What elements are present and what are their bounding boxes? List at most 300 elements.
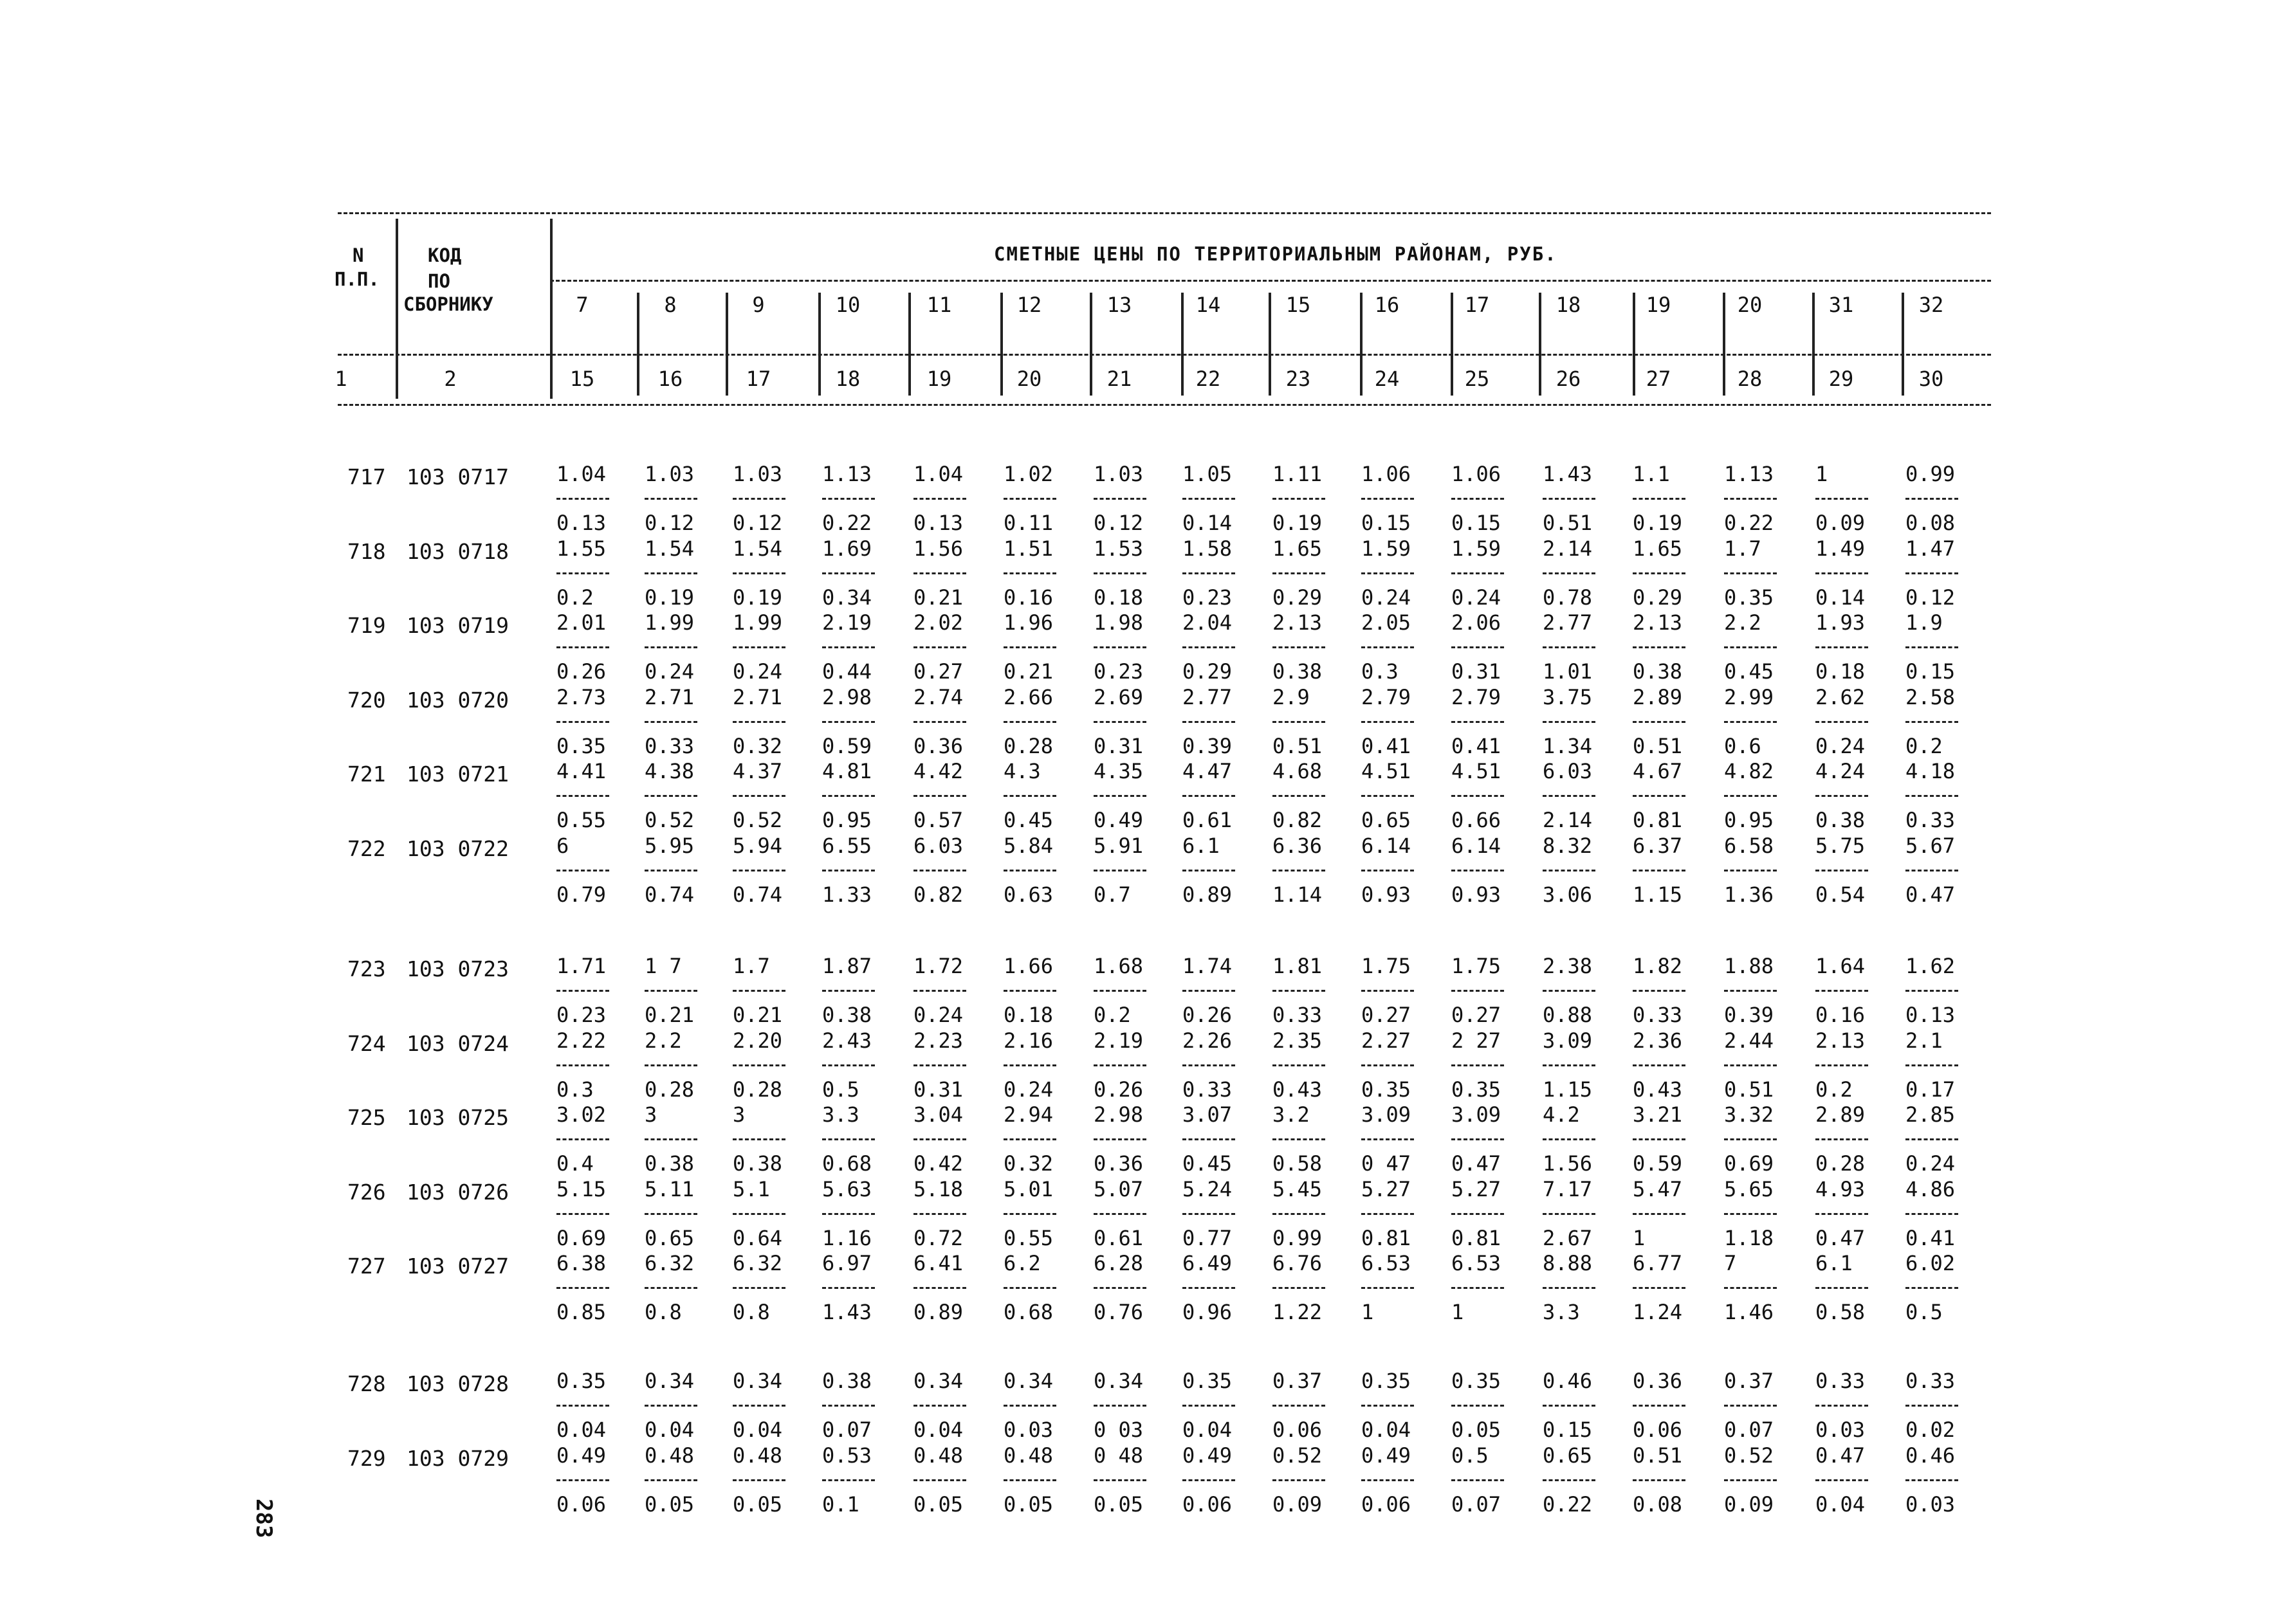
price-cell: 0.34 bbox=[1004, 1369, 1054, 1393]
fraction-bar bbox=[1905, 1405, 1958, 1407]
district-number: 8 bbox=[664, 293, 677, 317]
price-cell: 6.2 bbox=[1004, 1251, 1041, 1275]
row-code: 103 0717 bbox=[407, 464, 509, 489]
fraction-bar bbox=[1004, 990, 1056, 992]
price-cell: 0.34 bbox=[822, 585, 872, 610]
fraction-bar bbox=[1724, 795, 1777, 797]
fraction-bar bbox=[1272, 1138, 1325, 1140]
fraction-bar bbox=[1815, 721, 1868, 723]
price-cell: 5.84 bbox=[1004, 833, 1054, 858]
fraction-bar bbox=[733, 1064, 785, 1066]
row-number: 725 bbox=[347, 1105, 386, 1130]
price-cell: 4.42 bbox=[913, 759, 964, 783]
fraction-bar bbox=[556, 1287, 609, 1289]
row-code: 103 0720 bbox=[407, 687, 509, 713]
fraction-bar bbox=[1815, 646, 1868, 648]
col-code-label-2: ПО bbox=[428, 270, 450, 292]
price-cell: 0.5 bbox=[1905, 1300, 1943, 1324]
price-cell: 0.99 bbox=[1905, 462, 1956, 486]
price-cell: 3 bbox=[645, 1102, 657, 1127]
price-cell: 2.79 bbox=[1451, 684, 1501, 709]
fraction-bar bbox=[1905, 572, 1958, 574]
price-cell: 1.04 bbox=[556, 462, 607, 486]
row-code: 103 0718 bbox=[407, 538, 509, 564]
fraction-bar bbox=[645, 870, 697, 871]
price-cell: 1.43 bbox=[822, 1300, 872, 1324]
price-cell: 6.03 bbox=[913, 833, 964, 858]
district-number: 12 bbox=[1016, 293, 1042, 317]
price-cell: 0.38 bbox=[1633, 659, 1683, 684]
fraction-bar bbox=[1272, 1405, 1325, 1407]
fraction-bar bbox=[1094, 646, 1146, 648]
price-cell: 0.74 bbox=[733, 882, 783, 907]
fraction-bar bbox=[1182, 795, 1235, 797]
fraction-bar bbox=[913, 1287, 966, 1289]
price-cell: 0.41 bbox=[1905, 1225, 1956, 1250]
fraction-bar bbox=[1905, 1213, 1958, 1215]
price-cell: 0.24 bbox=[1361, 585, 1411, 610]
fraction-bar bbox=[1182, 1287, 1235, 1289]
price-cell: 0.31 bbox=[913, 1077, 964, 1102]
price-cell: 5.11 bbox=[645, 1176, 695, 1201]
fraction-bar bbox=[1094, 1287, 1146, 1289]
price-cell: 0.34 bbox=[913, 1369, 964, 1393]
price-cell: 1.75 bbox=[1451, 954, 1501, 978]
price-cell: 0.82 bbox=[1272, 808, 1323, 832]
price-cell: 0.61 bbox=[1094, 1225, 1144, 1250]
fraction-bar bbox=[1905, 1138, 1958, 1140]
fraction-bar bbox=[1633, 1479, 1685, 1481]
row-code: 103 0725 bbox=[407, 1105, 509, 1130]
price-cell: 0.74 bbox=[645, 882, 695, 907]
price-cell: 0.95 bbox=[1724, 808, 1774, 832]
row-code: 103 0723 bbox=[407, 956, 509, 981]
price-cell: 1.75 bbox=[1361, 954, 1411, 978]
column-index: 28 bbox=[1737, 367, 1763, 391]
price-cell: 3.2 bbox=[1272, 1102, 1310, 1127]
price-cell: 1.1 bbox=[1633, 462, 1670, 486]
price-cell: 0.99 bbox=[1272, 1225, 1323, 1250]
fraction-bar bbox=[733, 646, 785, 648]
fraction-bar bbox=[822, 498, 875, 500]
row-number: 720 bbox=[347, 687, 386, 713]
price-cell: 0.38 bbox=[822, 1369, 872, 1393]
price-cell: 0.49 bbox=[1182, 1443, 1233, 1468]
price-cell: 2.98 bbox=[1094, 1102, 1144, 1127]
price-cell: 2.89 bbox=[1815, 1102, 1866, 1127]
price-cell: 0.85 bbox=[556, 1300, 607, 1324]
price-cell: 0.47 bbox=[1905, 882, 1956, 907]
price-cell: 1.99 bbox=[733, 610, 783, 635]
price-cell: 2.02 bbox=[913, 610, 964, 635]
fraction-bar bbox=[1182, 990, 1235, 992]
price-cell: 6.38 bbox=[556, 1251, 607, 1275]
row-number: 729 bbox=[347, 1445, 386, 1471]
price-cell: 1.02 bbox=[1004, 462, 1054, 486]
price-cell: 0.34 bbox=[645, 1369, 695, 1393]
fraction-bar bbox=[1633, 1064, 1685, 1066]
price-cell: 2.9 bbox=[1272, 684, 1310, 709]
price-cell: 0.38 bbox=[1272, 659, 1323, 684]
fraction-bar bbox=[1724, 1479, 1777, 1481]
fraction-bar bbox=[1451, 721, 1504, 723]
district-number: 32 bbox=[1918, 293, 1944, 317]
price-cell: 1.65 bbox=[1272, 536, 1323, 561]
price-cell: 1.56 bbox=[913, 536, 964, 561]
fraction-bar bbox=[556, 1213, 609, 1215]
price-cell: 3.07 bbox=[1182, 1102, 1233, 1127]
fraction-bar bbox=[1094, 990, 1146, 992]
fraction-bar bbox=[733, 795, 785, 797]
price-cell: 2.2 bbox=[1724, 610, 1761, 635]
price-cell: 0.49 bbox=[556, 1443, 607, 1468]
price-cell: 0.46 bbox=[1543, 1369, 1593, 1393]
price-cell: 0.16 bbox=[1004, 585, 1054, 610]
fraction-bar bbox=[1905, 1479, 1958, 1481]
price-cell: 3.04 bbox=[913, 1102, 964, 1127]
price-cell: 0.05 bbox=[1094, 1492, 1144, 1517]
fraction-bar bbox=[1272, 990, 1325, 992]
fraction-bar bbox=[1815, 870, 1868, 871]
price-cell: 0.12 bbox=[1905, 585, 1956, 610]
price-cell: 1.06 bbox=[1451, 462, 1501, 486]
price-cell: 1.81 bbox=[1272, 954, 1323, 978]
price-cell: 0.36 bbox=[913, 733, 964, 758]
price-cell: 0.34 bbox=[733, 1369, 783, 1393]
fraction-bar bbox=[1361, 1213, 1414, 1215]
row-number: 723 bbox=[347, 956, 386, 981]
fraction-bar bbox=[556, 1405, 609, 1407]
row-code: 103 0721 bbox=[407, 762, 509, 787]
price-cell: 2 27 bbox=[1451, 1028, 1501, 1053]
row-code: 103 0722 bbox=[407, 835, 509, 861]
price-cell: 4.37 bbox=[733, 759, 783, 783]
price-cell: 6.03 bbox=[1543, 759, 1593, 783]
price-cell: 0.05 bbox=[733, 1492, 783, 1517]
price-cell: 6.28 bbox=[1094, 1251, 1144, 1275]
price-cell: 4.47 bbox=[1182, 759, 1233, 783]
fraction-bar bbox=[822, 1479, 875, 1481]
price-cell: 0.35 bbox=[1182, 1369, 1233, 1393]
price-cell: 2.77 bbox=[1182, 684, 1233, 709]
price-cell: 0.64 bbox=[733, 1225, 783, 1250]
price-cell: 5.94 bbox=[733, 833, 783, 858]
price-cell: 2.04 bbox=[1182, 610, 1233, 635]
price-cell: 0.09 bbox=[1724, 1492, 1774, 1517]
price-cell: 2.38 bbox=[1543, 954, 1593, 978]
district-number: 7 bbox=[576, 293, 589, 317]
fraction-bar bbox=[733, 1213, 785, 1215]
fraction-bar bbox=[1633, 795, 1685, 797]
fraction-bar bbox=[1182, 1138, 1235, 1140]
fraction-bar bbox=[645, 498, 697, 500]
fraction-bar bbox=[645, 1064, 697, 1066]
price-cell: 0.02 bbox=[1905, 1418, 1956, 1442]
price-cell: 3.21 bbox=[1633, 1102, 1683, 1127]
price-cell: 3.09 bbox=[1361, 1102, 1411, 1127]
price-cell: 4.68 bbox=[1272, 759, 1323, 783]
fraction-bar bbox=[1272, 870, 1325, 871]
fraction-bar bbox=[1543, 498, 1595, 500]
fraction-bar bbox=[1633, 1287, 1685, 1289]
price-cell: 3 bbox=[733, 1102, 746, 1127]
price-cell: 2.22 bbox=[556, 1028, 607, 1053]
fraction-bar bbox=[556, 870, 609, 871]
price-cell: 2.69 bbox=[1094, 684, 1144, 709]
fraction-bar bbox=[822, 721, 875, 723]
fraction-bar bbox=[733, 721, 785, 723]
price-cell: 0.52 bbox=[1724, 1443, 1774, 1468]
fraction-bar bbox=[1004, 721, 1056, 723]
col-n-label: N bbox=[353, 244, 364, 266]
price-cell: 2.16 bbox=[1004, 1028, 1054, 1053]
price-cell: 8.32 bbox=[1543, 833, 1593, 858]
column-index: 17 bbox=[746, 367, 771, 391]
price-cell: 0 03 bbox=[1094, 1418, 1144, 1442]
price-cell: 2.14 bbox=[1543, 536, 1593, 561]
price-cell: 1 bbox=[1361, 1300, 1374, 1324]
fraction-bar bbox=[913, 870, 966, 871]
header-top-rule bbox=[338, 212, 1991, 214]
price-cell: 0.21 bbox=[645, 1003, 695, 1027]
price-cell: 0.24 bbox=[645, 659, 695, 684]
fraction-bar bbox=[1182, 646, 1235, 648]
fraction-bar bbox=[556, 498, 609, 500]
price-cell: 0.33 bbox=[1905, 808, 1956, 832]
price-cell: 1.68 bbox=[1094, 954, 1144, 978]
fraction-bar bbox=[1724, 498, 1777, 500]
price-cell: 0.19 bbox=[1633, 511, 1683, 535]
fraction-bar bbox=[913, 1479, 966, 1481]
price-cell: 0.33 bbox=[645, 733, 695, 758]
price-cell: 4.18 bbox=[1905, 759, 1956, 783]
price-cell: 2.85 bbox=[1905, 1102, 1956, 1127]
column-index: 23 bbox=[1285, 367, 1311, 391]
fraction-bar bbox=[1543, 1287, 1595, 1289]
price-cell: 0.2 bbox=[1094, 1003, 1131, 1027]
price-cell: 0.7 bbox=[1094, 882, 1131, 907]
price-cell: 0.81 bbox=[1633, 808, 1683, 832]
fraction-bar bbox=[1361, 1287, 1414, 1289]
column-index-2: 2 bbox=[444, 367, 457, 391]
price-cell: 0.19 bbox=[1272, 511, 1323, 535]
price-cell: 7 bbox=[1724, 1251, 1737, 1275]
fraction-bar bbox=[1004, 1213, 1056, 1215]
price-cell: 0.93 bbox=[1361, 882, 1411, 907]
price-cell: 4.93 bbox=[1815, 1176, 1866, 1201]
fraction-bar bbox=[1724, 1064, 1777, 1066]
price-cell: 0.38 bbox=[733, 1151, 783, 1176]
price-cell: 6.1 bbox=[1182, 833, 1220, 858]
price-cell: 2.66 bbox=[1004, 684, 1054, 709]
price-cell: 6.41 bbox=[913, 1251, 964, 1275]
price-cell: 1.14 bbox=[1272, 882, 1323, 907]
price-cell: 0.29 bbox=[1182, 659, 1233, 684]
price-cell: 0.18 bbox=[1004, 1003, 1054, 1027]
price-cell: 3.09 bbox=[1451, 1102, 1501, 1127]
fraction-bar bbox=[1094, 870, 1146, 871]
price-cell: 0.05 bbox=[645, 1492, 695, 1517]
price-cell: 0.65 bbox=[1361, 808, 1411, 832]
fraction-bar bbox=[1361, 795, 1414, 797]
fraction-bar bbox=[733, 572, 785, 574]
header-index-rule bbox=[338, 354, 1991, 356]
column-index: 18 bbox=[835, 367, 861, 391]
fraction-bar bbox=[1182, 1064, 1235, 1066]
price-cell: 0.42 bbox=[913, 1151, 964, 1176]
price-cell: 2.35 bbox=[1272, 1028, 1323, 1053]
district-number: 20 bbox=[1737, 293, 1763, 317]
price-cell: 4.2 bbox=[1543, 1102, 1580, 1127]
price-cell: 0.03 bbox=[1905, 1492, 1956, 1517]
fraction-bar bbox=[645, 1213, 697, 1215]
price-cell: 0.35 bbox=[556, 733, 607, 758]
fraction-bar bbox=[645, 795, 697, 797]
fraction-bar bbox=[1361, 572, 1414, 574]
fraction-bar bbox=[1094, 1213, 1146, 1215]
price-cell: 2.99 bbox=[1724, 684, 1774, 709]
row-number: 726 bbox=[347, 1179, 386, 1205]
fraction-bar bbox=[1633, 1405, 1685, 1407]
fraction-bar bbox=[733, 1138, 785, 1140]
price-cell: 0.37 bbox=[1272, 1369, 1323, 1393]
price-cell: 1.56 bbox=[1543, 1151, 1593, 1176]
fraction-bar bbox=[1633, 498, 1685, 500]
price-cell: 3.3 bbox=[822, 1102, 859, 1127]
price-cell: 0.24 bbox=[1815, 733, 1866, 758]
fraction-bar bbox=[1451, 572, 1504, 574]
price-cell: 1.66 bbox=[1004, 954, 1054, 978]
price-cell: 0.35 bbox=[1451, 1369, 1501, 1393]
fraction-bar bbox=[556, 646, 609, 648]
fraction-bar bbox=[1724, 870, 1777, 871]
column-index: 22 bbox=[1195, 367, 1221, 391]
price-cell: 2.94 bbox=[1004, 1102, 1054, 1127]
price-cell: 0.37 bbox=[1724, 1369, 1774, 1393]
price-cell: 2.05 bbox=[1361, 610, 1411, 635]
price-cell: 1.11 bbox=[1272, 462, 1323, 486]
price-cell: 0.48 bbox=[913, 1443, 964, 1468]
price-cell: 1.98 bbox=[1094, 610, 1144, 635]
fraction-bar bbox=[1543, 1213, 1595, 1215]
price-cell: 1.01 bbox=[1543, 659, 1593, 684]
price-cell: 5.63 bbox=[822, 1176, 872, 1201]
price-cell: 0.21 bbox=[733, 1003, 783, 1027]
price-cell: 1.53 bbox=[1094, 536, 1144, 561]
price-cell: 0.35 bbox=[1724, 585, 1774, 610]
price-cell: 0.11 bbox=[1004, 511, 1054, 535]
fraction-bar bbox=[1094, 1405, 1146, 1407]
price-cell: 6 bbox=[556, 833, 569, 858]
price-cell: 0.52 bbox=[1272, 1443, 1323, 1468]
price-cell: 6.37 bbox=[1633, 833, 1683, 858]
price-cell: 1.96 bbox=[1004, 610, 1054, 635]
price-cell: 6.76 bbox=[1272, 1251, 1323, 1275]
fraction-bar bbox=[1094, 1138, 1146, 1140]
price-cell: 4.24 bbox=[1815, 759, 1866, 783]
fraction-bar bbox=[1094, 721, 1146, 723]
price-cell: 0.69 bbox=[1724, 1151, 1774, 1176]
price-cell: 0.89 bbox=[1182, 882, 1233, 907]
price-cell: 0.61 bbox=[1182, 808, 1233, 832]
price-cell: 1.06 bbox=[1361, 462, 1411, 486]
row-number: 724 bbox=[347, 1030, 386, 1056]
fraction-bar bbox=[822, 572, 875, 574]
fraction-bar bbox=[733, 990, 785, 992]
price-cell: 0.82 bbox=[913, 882, 964, 907]
price-cell: 4.51 bbox=[1451, 759, 1501, 783]
price-cell: 0.58 bbox=[1272, 1151, 1323, 1176]
row-number: 719 bbox=[347, 613, 386, 638]
fraction-bar bbox=[822, 1064, 875, 1066]
price-cell: 1.55 bbox=[556, 536, 607, 561]
fraction-bar bbox=[1815, 572, 1868, 574]
row-code: 103 0724 bbox=[407, 1030, 509, 1056]
price-cell: 0.04 bbox=[556, 1418, 607, 1442]
fraction-bar bbox=[913, 795, 966, 797]
district-number: 13 bbox=[1106, 293, 1132, 317]
fraction-bar bbox=[1182, 721, 1235, 723]
price-cell: 4.81 bbox=[822, 759, 872, 783]
fraction-bar bbox=[1361, 870, 1414, 871]
price-cell: 0.45 bbox=[1182, 1151, 1233, 1176]
price-cell: 0.33 bbox=[1905, 1369, 1956, 1393]
price-cell: 2.14 bbox=[1543, 808, 1593, 832]
fraction-bar bbox=[1815, 1287, 1868, 1289]
price-cell: 0.47 bbox=[1815, 1443, 1866, 1468]
fraction-bar bbox=[822, 1405, 875, 1407]
fraction-bar bbox=[1004, 1064, 1056, 1066]
price-cell: 0.48 bbox=[645, 1443, 695, 1468]
price-cell: 0.09 bbox=[1272, 1492, 1323, 1517]
fraction-bar bbox=[1543, 1064, 1595, 1066]
price-cell: 0.55 bbox=[556, 808, 607, 832]
price-cell: 0.63 bbox=[1004, 882, 1054, 907]
price-cell: 0.24 bbox=[1451, 585, 1501, 610]
price-cell: 0.35 bbox=[556, 1369, 607, 1393]
fraction-bar bbox=[1004, 646, 1056, 648]
price-cell: 1.65 bbox=[1633, 536, 1683, 561]
fraction-bar bbox=[1094, 795, 1146, 797]
price-cell: 4.3 bbox=[1004, 759, 1041, 783]
fraction-bar bbox=[913, 1064, 966, 1066]
price-cell: 1.49 bbox=[1815, 536, 1866, 561]
price-cell: 2.62 bbox=[1815, 684, 1866, 709]
price-cell: 0.15 bbox=[1451, 511, 1501, 535]
column-index: 24 bbox=[1374, 367, 1400, 391]
fraction-bar bbox=[1182, 870, 1235, 871]
price-cell: 1 bbox=[1451, 1300, 1464, 1324]
fraction-bar bbox=[1543, 1479, 1595, 1481]
fraction-bar bbox=[556, 721, 609, 723]
fraction-bar bbox=[733, 498, 785, 500]
fraction-bar bbox=[645, 721, 697, 723]
price-cell: 0.07 bbox=[1724, 1418, 1774, 1442]
price-cell: 0.04 bbox=[1361, 1418, 1411, 1442]
price-cell: 1.7 bbox=[733, 954, 770, 978]
fraction-bar bbox=[1905, 721, 1958, 723]
price-cell: 2.71 bbox=[645, 684, 695, 709]
district-number: 31 bbox=[1828, 293, 1854, 317]
price-cell: 3.09 bbox=[1543, 1028, 1593, 1053]
header-separator bbox=[396, 219, 398, 399]
price-cell: 0.22 bbox=[1543, 1492, 1593, 1517]
price-cell: 2.79 bbox=[1361, 684, 1411, 709]
fraction-bar bbox=[1094, 1064, 1146, 1066]
column-index: 20 bbox=[1016, 367, 1042, 391]
price-cell: 0.8 bbox=[733, 1300, 770, 1324]
fraction-bar bbox=[556, 795, 609, 797]
